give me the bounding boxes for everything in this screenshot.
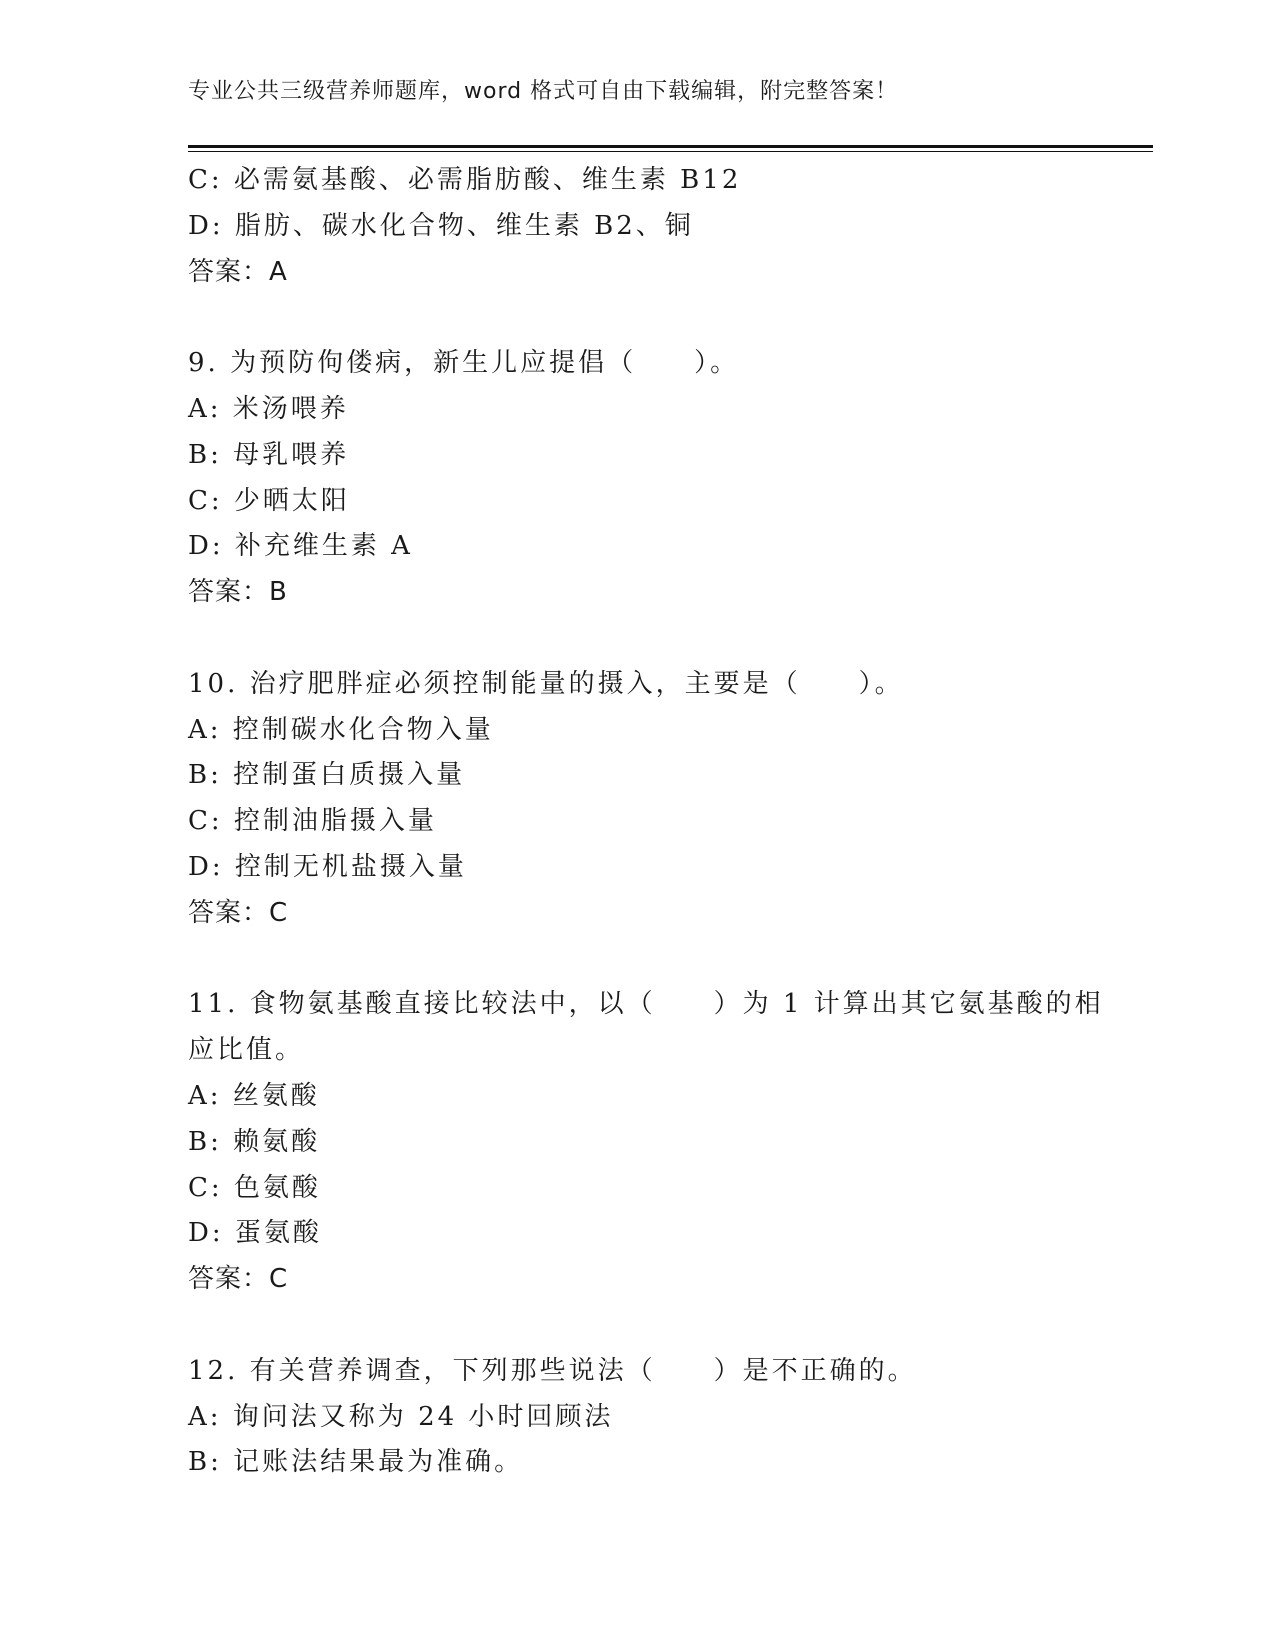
answer-option: C: 必需氨基酸、必需脂肪酸、维生素 B12 bbox=[188, 165, 742, 195]
question-stem: 应比值。 bbox=[188, 1035, 305, 1066]
answer-option: C: 色氨酸 bbox=[188, 1172, 321, 1203]
question-stem: 10. 治疗肥胖症必须控制能量的摄入，主要是（ ）。 bbox=[188, 668, 904, 699]
page-header: 专业公共三级营养师题库，word 格式可自由下载编辑，附完整答案！ bbox=[188, 79, 899, 104]
question-content bbox=[188, 158, 1104, 1486]
blank-line bbox=[188, 616, 1088, 662]
question-stem: 9. 为预防佝偻病，新生儿应提倡（ ）。 bbox=[188, 348, 740, 379]
answer-option: B: 记账法结果最为准确。 bbox=[188, 1447, 524, 1478]
blank-line bbox=[188, 295, 1088, 341]
answer-option: D: 脂肪、碳水化合物、维生素 B2、铜 bbox=[188, 210, 694, 241]
blank-line bbox=[188, 1303, 1088, 1349]
answer-option: A: 控制碳水化合物入量 bbox=[188, 714, 494, 745]
header-rule-thin bbox=[188, 151, 1153, 152]
question-stem: 12. 有关营养调查，下列那些说法（ ）是不正确的。 bbox=[188, 1355, 917, 1386]
answer-key: 答案：B bbox=[188, 577, 288, 608]
answer-option: C: 控制油脂摄入量 bbox=[188, 806, 437, 837]
answer-option: B: 控制蛋白质摄入量 bbox=[188, 760, 466, 791]
answer-option: D: 蛋氨酸 bbox=[188, 1218, 322, 1249]
answer-key: 答案：C bbox=[188, 1264, 289, 1295]
answer-option: D: 控制无机盐摄入量 bbox=[188, 851, 467, 882]
question-stem: 11. 食物氨基酸直接比较法中，以（ ）为 1 计算出其它氨基酸的相 bbox=[188, 989, 1104, 1020]
answer-option: A: 询问法又称为 24 小时回顾法 bbox=[188, 1401, 614, 1432]
answer-option: A: 丝氨酸 bbox=[188, 1080, 320, 1111]
blank-line bbox=[188, 937, 1088, 983]
answer-option: A: 米汤喂养 bbox=[188, 393, 349, 424]
answer-key: 答案：C bbox=[188, 897, 289, 928]
answer-option: B: 母乳喂养 bbox=[188, 439, 350, 470]
answer-key: 答案：A bbox=[188, 256, 288, 287]
answer-option: C: 少晒太阳 bbox=[188, 485, 350, 516]
answer-option: B: 赖氨酸 bbox=[188, 1126, 321, 1157]
answer-option: D: 补充维生素 A bbox=[188, 531, 413, 562]
header-rule-thick bbox=[188, 145, 1153, 148]
